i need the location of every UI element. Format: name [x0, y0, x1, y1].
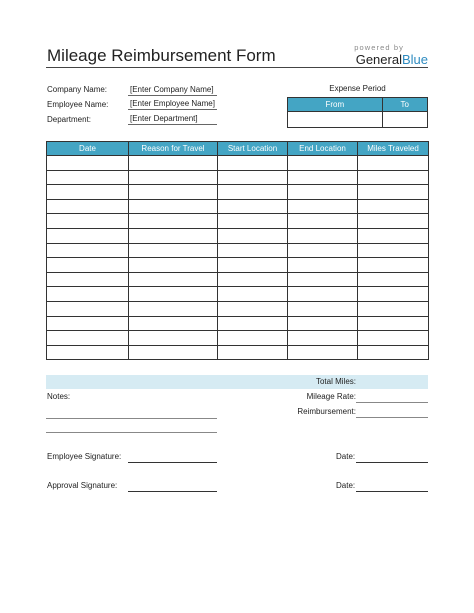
log-cell-miles[interactable]: [358, 301, 429, 316]
log-cell-start[interactable]: [218, 331, 288, 346]
log-cell-miles[interactable]: [358, 272, 429, 287]
log-cell-miles[interactable]: [358, 170, 429, 185]
table-row: [47, 185, 429, 200]
log-cell-miles[interactable]: [358, 316, 429, 331]
log-header-miles: Miles Traveled: [358, 142, 429, 156]
log-cell-reason[interactable]: [129, 156, 218, 171]
log-cell-end[interactable]: [288, 185, 358, 200]
log-body: [47, 156, 429, 360]
log-cell-date[interactable]: [47, 258, 129, 273]
log-cell-date[interactable]: [47, 301, 129, 316]
table-row: [47, 170, 429, 185]
employee-date-label: Date:: [336, 452, 356, 461]
log-cell-end[interactable]: [288, 287, 358, 302]
reimbursement-label: Reimbursement:: [297, 407, 356, 416]
table-row: [47, 316, 429, 331]
log-cell-start[interactable]: [218, 272, 288, 287]
department-field[interactable]: [Enter Department]: [130, 114, 198, 123]
title-divider: [46, 67, 428, 68]
approval-date-label: Date:: [336, 481, 356, 490]
log-cell-start[interactable]: [218, 287, 288, 302]
log-cell-start[interactable]: [218, 301, 288, 316]
log-header-end: End Location: [288, 142, 358, 156]
log-cell-end[interactable]: [288, 272, 358, 287]
log-cell-start[interactable]: [218, 243, 288, 258]
log-cell-miles[interactable]: [358, 243, 429, 258]
expense-period-title: Expense Period: [329, 84, 386, 93]
log-cell-reason[interactable]: [129, 185, 218, 200]
approval-signature-label: Approval Signature:: [47, 481, 118, 490]
department-label: Department:: [47, 115, 92, 124]
log-cell-miles[interactable]: [358, 287, 429, 302]
log-cell-end[interactable]: [288, 156, 358, 171]
table-row: [47, 287, 429, 302]
log-cell-end[interactable]: [288, 301, 358, 316]
log-cell-start[interactable]: [218, 345, 288, 360]
expense-period-table: [287, 97, 428, 128]
mileage-rate-label: Mileage Rate:: [306, 392, 356, 401]
company-label: Company Name:: [47, 85, 108, 94]
log-cell-reason[interactable]: [129, 316, 218, 331]
notes-line-1[interactable]: [46, 418, 217, 419]
table-row: [47, 331, 429, 346]
log-cell-reason[interactable]: [129, 170, 218, 185]
mileage-log-table: [46, 141, 429, 360]
log-cell-reason[interactable]: [129, 345, 218, 360]
log-cell-start[interactable]: [218, 185, 288, 200]
table-row: [47, 156, 429, 171]
log-cell-reason[interactable]: [129, 243, 218, 258]
company-field-line: [128, 95, 217, 96]
log-cell-reason[interactable]: [129, 258, 218, 273]
employee-field-line: [128, 109, 217, 110]
log-cell-start[interactable]: [218, 156, 288, 171]
log-cell-miles[interactable]: [358, 214, 429, 229]
approval-date-field[interactable]: [356, 491, 428, 492]
log-cell-miles[interactable]: [358, 156, 429, 171]
approval-signature-field[interactable]: [128, 491, 217, 492]
log-cell-reason[interactable]: [129, 301, 218, 316]
log-cell-date[interactable]: [47, 272, 129, 287]
log-cell-end[interactable]: [288, 331, 358, 346]
log-cell-start[interactable]: [218, 228, 288, 243]
log-cell-start[interactable]: [218, 258, 288, 273]
log-cell-reason[interactable]: [129, 272, 218, 287]
notes-line-2[interactable]: [46, 432, 217, 433]
log-cell-miles[interactable]: [358, 258, 429, 273]
table-row: [47, 214, 429, 229]
log-cell-miles[interactable]: [358, 331, 429, 346]
employee-label: Employee Name:: [47, 100, 109, 109]
log-cell-start[interactable]: [218, 316, 288, 331]
expense-from-cell[interactable]: [288, 112, 383, 128]
log-cell-end[interactable]: [288, 243, 358, 258]
log-cell-miles[interactable]: [358, 185, 429, 200]
brand-name-general: General: [355, 52, 402, 67]
log-cell-date[interactable]: [47, 287, 129, 302]
brand-logo: [354, 43, 428, 68]
total-miles-label: Total Miles:: [315, 377, 356, 386]
brand-powered-text: powered by: [354, 43, 404, 52]
log-cell-reason[interactable]: [129, 287, 218, 302]
log-cell-date[interactable]: [47, 331, 129, 346]
log-cell-end[interactable]: [288, 228, 358, 243]
log-cell-start[interactable]: [218, 170, 288, 185]
table-row: [47, 243, 429, 258]
log-header-date: Date: [47, 142, 129, 156]
log-cell-end[interactable]: [288, 199, 358, 214]
expense-from-header: From: [288, 98, 383, 112]
log-cell-miles[interactable]: [358, 199, 429, 214]
log-cell-date[interactable]: [47, 199, 129, 214]
log-cell-end[interactable]: [288, 316, 358, 331]
log-cell-reason[interactable]: [129, 214, 218, 229]
log-header-start: Start Location: [218, 142, 288, 156]
employee-date-field[interactable]: [356, 462, 428, 463]
total-miles-row: [46, 375, 428, 389]
form-title: Mileage Reimbursement Form: [47, 46, 276, 65]
table-row: [47, 228, 429, 243]
log-cell-end[interactable]: [288, 258, 358, 273]
company-field[interactable]: [Enter Company Name]: [130, 85, 214, 94]
log-cell-start[interactable]: [218, 199, 288, 214]
employee-field[interactable]: [Enter Employee Name]: [130, 99, 215, 108]
log-cell-date[interactable]: [47, 228, 129, 243]
table-row: [47, 272, 429, 287]
brand-name-blue: Blue: [401, 52, 428, 67]
log-cell-miles[interactable]: [358, 345, 429, 360]
employee-signature-field[interactable]: [128, 462, 217, 463]
expense-to-cell[interactable]: [382, 112, 427, 128]
table-row: [47, 258, 429, 273]
log-cell-date[interactable]: [47, 170, 129, 185]
reimbursement-field[interactable]: [356, 417, 428, 418]
table-row: [47, 345, 429, 360]
log-cell-date[interactable]: [47, 243, 129, 258]
log-cell-date[interactable]: [47, 345, 129, 360]
log-cell-end[interactable]: [288, 170, 358, 185]
notes-label: Notes:: [47, 392, 71, 401]
log-cell-date[interactable]: [47, 185, 129, 200]
log-cell-end[interactable]: [288, 345, 358, 360]
log-cell-reason[interactable]: [129, 228, 218, 243]
log-cell-date[interactable]: [47, 156, 129, 171]
log-cell-end[interactable]: [288, 214, 358, 229]
mileage-rate-field[interactable]: [356, 402, 428, 403]
expense-to-header: To: [382, 98, 427, 112]
table-row: [47, 301, 429, 316]
log-header-row: [47, 142, 429, 156]
log-cell-start[interactable]: [218, 214, 288, 229]
brand-name: [354, 52, 428, 68]
log-cell-date[interactable]: [47, 316, 129, 331]
log-cell-miles[interactable]: [358, 228, 429, 243]
employee-signature-label: Employee Signature:: [47, 452, 122, 461]
log-cell-date[interactable]: [47, 214, 129, 229]
log-cell-reason[interactable]: [129, 199, 218, 214]
log-header-reason: Reason for Travel: [129, 142, 218, 156]
log-cell-reason[interactable]: [129, 331, 218, 346]
department-field-line: [128, 124, 217, 125]
table-row: [47, 199, 429, 214]
